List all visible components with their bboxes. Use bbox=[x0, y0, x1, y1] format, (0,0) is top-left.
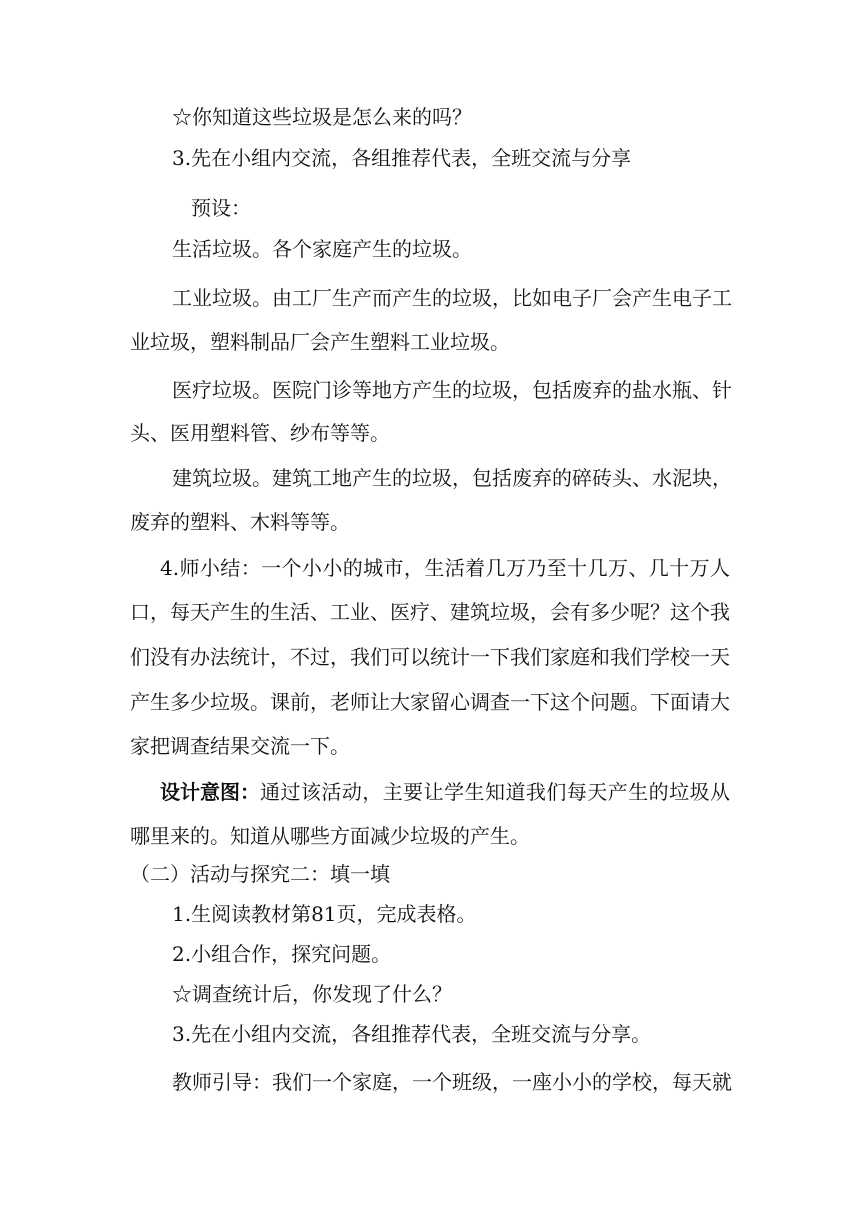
summary-line-5: 家把调查结果交流一下。 bbox=[130, 734, 350, 758]
summary-line-1: 4.师小结：一个小小的城市，生活着几万乃至十几万、几十万人 bbox=[160, 556, 730, 580]
medical-waste-line-2: 头、医用塑料管、纱布等等。 bbox=[130, 421, 390, 445]
summary-line-3: 们没有办法统计，不过，我们可以统计一下我们家庭和我们学校一天 bbox=[130, 645, 730, 669]
question-line-origin: ☆你知道这些垃圾是怎么来的吗？ bbox=[172, 105, 472, 129]
construction-waste-line-2: 废弃的塑料、木料等等。 bbox=[130, 510, 350, 534]
medical-waste-line-1: 医疗垃圾。医院门诊等地方产生的垃圾，包括废弃的盐水瓶、针 bbox=[172, 378, 732, 402]
design-intent-line-1 bbox=[160, 780, 730, 804]
summary-line-2: 口，每天产生的生活、工业、医疗、建筑垃圾，会有多少呢？这个我 bbox=[130, 600, 730, 624]
teacher-guide-line: 教师引导：我们一个家庭，一个班级，一座小小的学校，每天就 bbox=[172, 1070, 732, 1094]
activity-two-heading: （二）活动与探究二：填一填 bbox=[130, 862, 390, 886]
preset-label: 预设： bbox=[191, 196, 251, 220]
industrial-waste-line-1: 工业垃圾。由工厂生产而产生的垃圾，比如电子厂会产生电子工 bbox=[172, 286, 732, 310]
construction-waste-line-1: 建筑垃圾。建筑工地产生的垃圾，包括废弃的碎砖头、水泥块， bbox=[172, 466, 732, 490]
activity-step-2: 2.小组合作，探究问题。 bbox=[172, 942, 392, 966]
summary-line-4: 产生多少垃圾。课前，老师让大家留心调查一下这个问题。下面请大 bbox=[130, 690, 730, 714]
question-line-finding: ☆调查统计后，你发现了什么？ bbox=[172, 982, 452, 1006]
industrial-waste-line-2: 业垃圾，塑料制品厂会产生塑料工业垃圾。 bbox=[130, 330, 510, 354]
activity-step-3: 3.先在小组内交流，各组推荐代表，全班交流与分享。 bbox=[172, 1022, 652, 1046]
activity-step-1: 1.生阅读教材第81页，完成表格。 bbox=[172, 902, 477, 926]
household-waste-line: 生活垃圾。各个家庭产生的垃圾。 bbox=[172, 237, 472, 261]
design-intent-line-2: 哪里来的。知道从哪些方面减少垃圾的产生。 bbox=[130, 824, 530, 848]
step-3-line: 3.先在小组内交流，各组推荐代表，全班交流与分享 bbox=[172, 146, 632, 170]
design-intent-text: 通过该活动，主要让学生知道我们每天产生的垃圾从 bbox=[260, 780, 730, 804]
design-intent-label: 设计意图： bbox=[160, 780, 260, 804]
